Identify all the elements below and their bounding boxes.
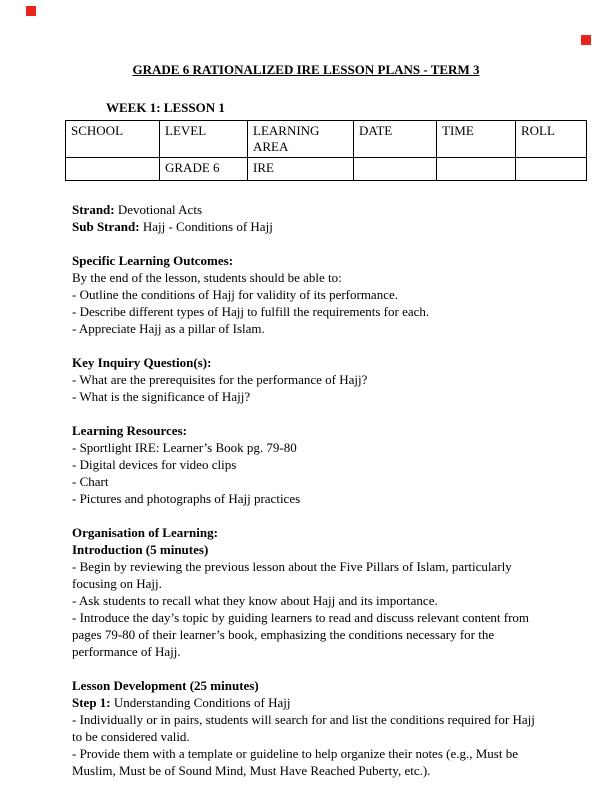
- strand-section: [72, 201, 540, 235]
- sub-strand-label: Sub Strand:: [72, 219, 140, 234]
- page-title: GRADE 6 RATIONALIZED IRE LESSON PLANS - TERM 3: [132, 62, 480, 77]
- value-cell-roll: [516, 158, 587, 181]
- value-cell-date: [354, 158, 437, 181]
- introduction-heading: Introduction (5 minutes): [72, 542, 209, 557]
- lesson-development-section: [72, 677, 540, 779]
- table-header-row: [66, 121, 587, 158]
- header-cell-learning-area: LEARNING AREA: [248, 121, 354, 158]
- key-inquiry-heading: Key Inquiry Question(s):: [72, 355, 212, 370]
- lesson-development-item: - Provide them with a template or guideline to help organize their notes (e.g., Must be Muslim, Must be of Sound Mind, Must Have Reached Puberty, etc.).: [72, 746, 518, 778]
- key-inquiry-section: [72, 354, 540, 405]
- resource-item: - Pictures and photographs of Hajj practices: [72, 491, 301, 506]
- header-cell-level: LEVEL: [160, 121, 248, 158]
- strand-value: Devotional Acts: [117, 202, 203, 217]
- table-value-row: [66, 158, 587, 181]
- strand-label: Strand:: [72, 202, 115, 217]
- outcome-item: - Describe different types of Hajj to fulfill the requirements for each.: [72, 304, 430, 319]
- resource-item: - Chart: [72, 474, 109, 489]
- resource-item: - Sportlight IRE: Learner’s Book pg. 79-80: [72, 440, 297, 455]
- step-1-title: Understanding Conditions of Hajj: [113, 695, 291, 710]
- outcomes-section: [72, 252, 540, 337]
- resources-section: [72, 422, 540, 507]
- strand-line: [72, 201, 540, 218]
- sub-strand-line: [72, 218, 540, 235]
- lesson-development-item: - Individually or in pairs, students will search for and list the conditions required for Hajj to be considered valid.: [72, 712, 535, 744]
- lesson-development-heading: Lesson Development (25 minutes): [72, 678, 259, 693]
- header-cell-time: TIME: [437, 121, 516, 158]
- value-cell-level: GRADE 6: [160, 158, 248, 181]
- header-cell-roll: ROLL: [516, 121, 587, 158]
- key-inquiry-item: - What is the significance of Hajj?: [72, 389, 251, 404]
- lesson-info-table: [65, 120, 587, 181]
- organisation-item: - Introduce the day’s topic by guiding learners to read and discuss relevant content from pages 79-80 of their learner’s book, emphasizing the conditions necessary for the performance of Hajj.: [72, 610, 530, 659]
- outcome-item: - Outline the conditions of Hajj for validity of its performance.: [72, 287, 398, 302]
- week-heading: WEEK 1: LESSON 1: [106, 100, 225, 115]
- sub-strand-value: Hajj - Conditions of Hajj: [142, 219, 273, 234]
- resource-item: - Digital devices for video clips: [72, 457, 237, 472]
- organisation-item: - Begin by reviewing the previous lesson about the Five Pillars of Islam, particularly focusing on Hajj.: [72, 559, 512, 591]
- header-cell-school: SCHOOL: [66, 121, 160, 158]
- step-1-label: Step 1:: [72, 695, 111, 710]
- outcomes-heading: Specific Learning Outcomes:: [72, 253, 234, 268]
- organisation-item: - Ask students to recall what they know about Hajj and its importance.: [72, 593, 438, 608]
- value-cell-school: [66, 158, 160, 181]
- resources-heading: Learning Resources:: [72, 423, 187, 438]
- red-corner-marker-top-right: [581, 35, 591, 45]
- value-cell-learning-area: IRE: [248, 158, 354, 181]
- outcome-item: - Appreciate Hajj as a pillar of Islam.: [72, 321, 265, 336]
- organisation-heading: Organisation of Learning:: [72, 525, 218, 540]
- outcomes-intro: By the end of the lesson, students should be able to:: [72, 270, 342, 285]
- organisation-section: [72, 524, 540, 660]
- red-corner-marker-top-left: [26, 6, 36, 16]
- step-1-line: [72, 694, 540, 711]
- key-inquiry-item: - What are the prerequisites for the performance of Hajj?: [72, 372, 368, 387]
- header-cell-date: DATE: [354, 121, 437, 158]
- value-cell-time: [437, 158, 516, 181]
